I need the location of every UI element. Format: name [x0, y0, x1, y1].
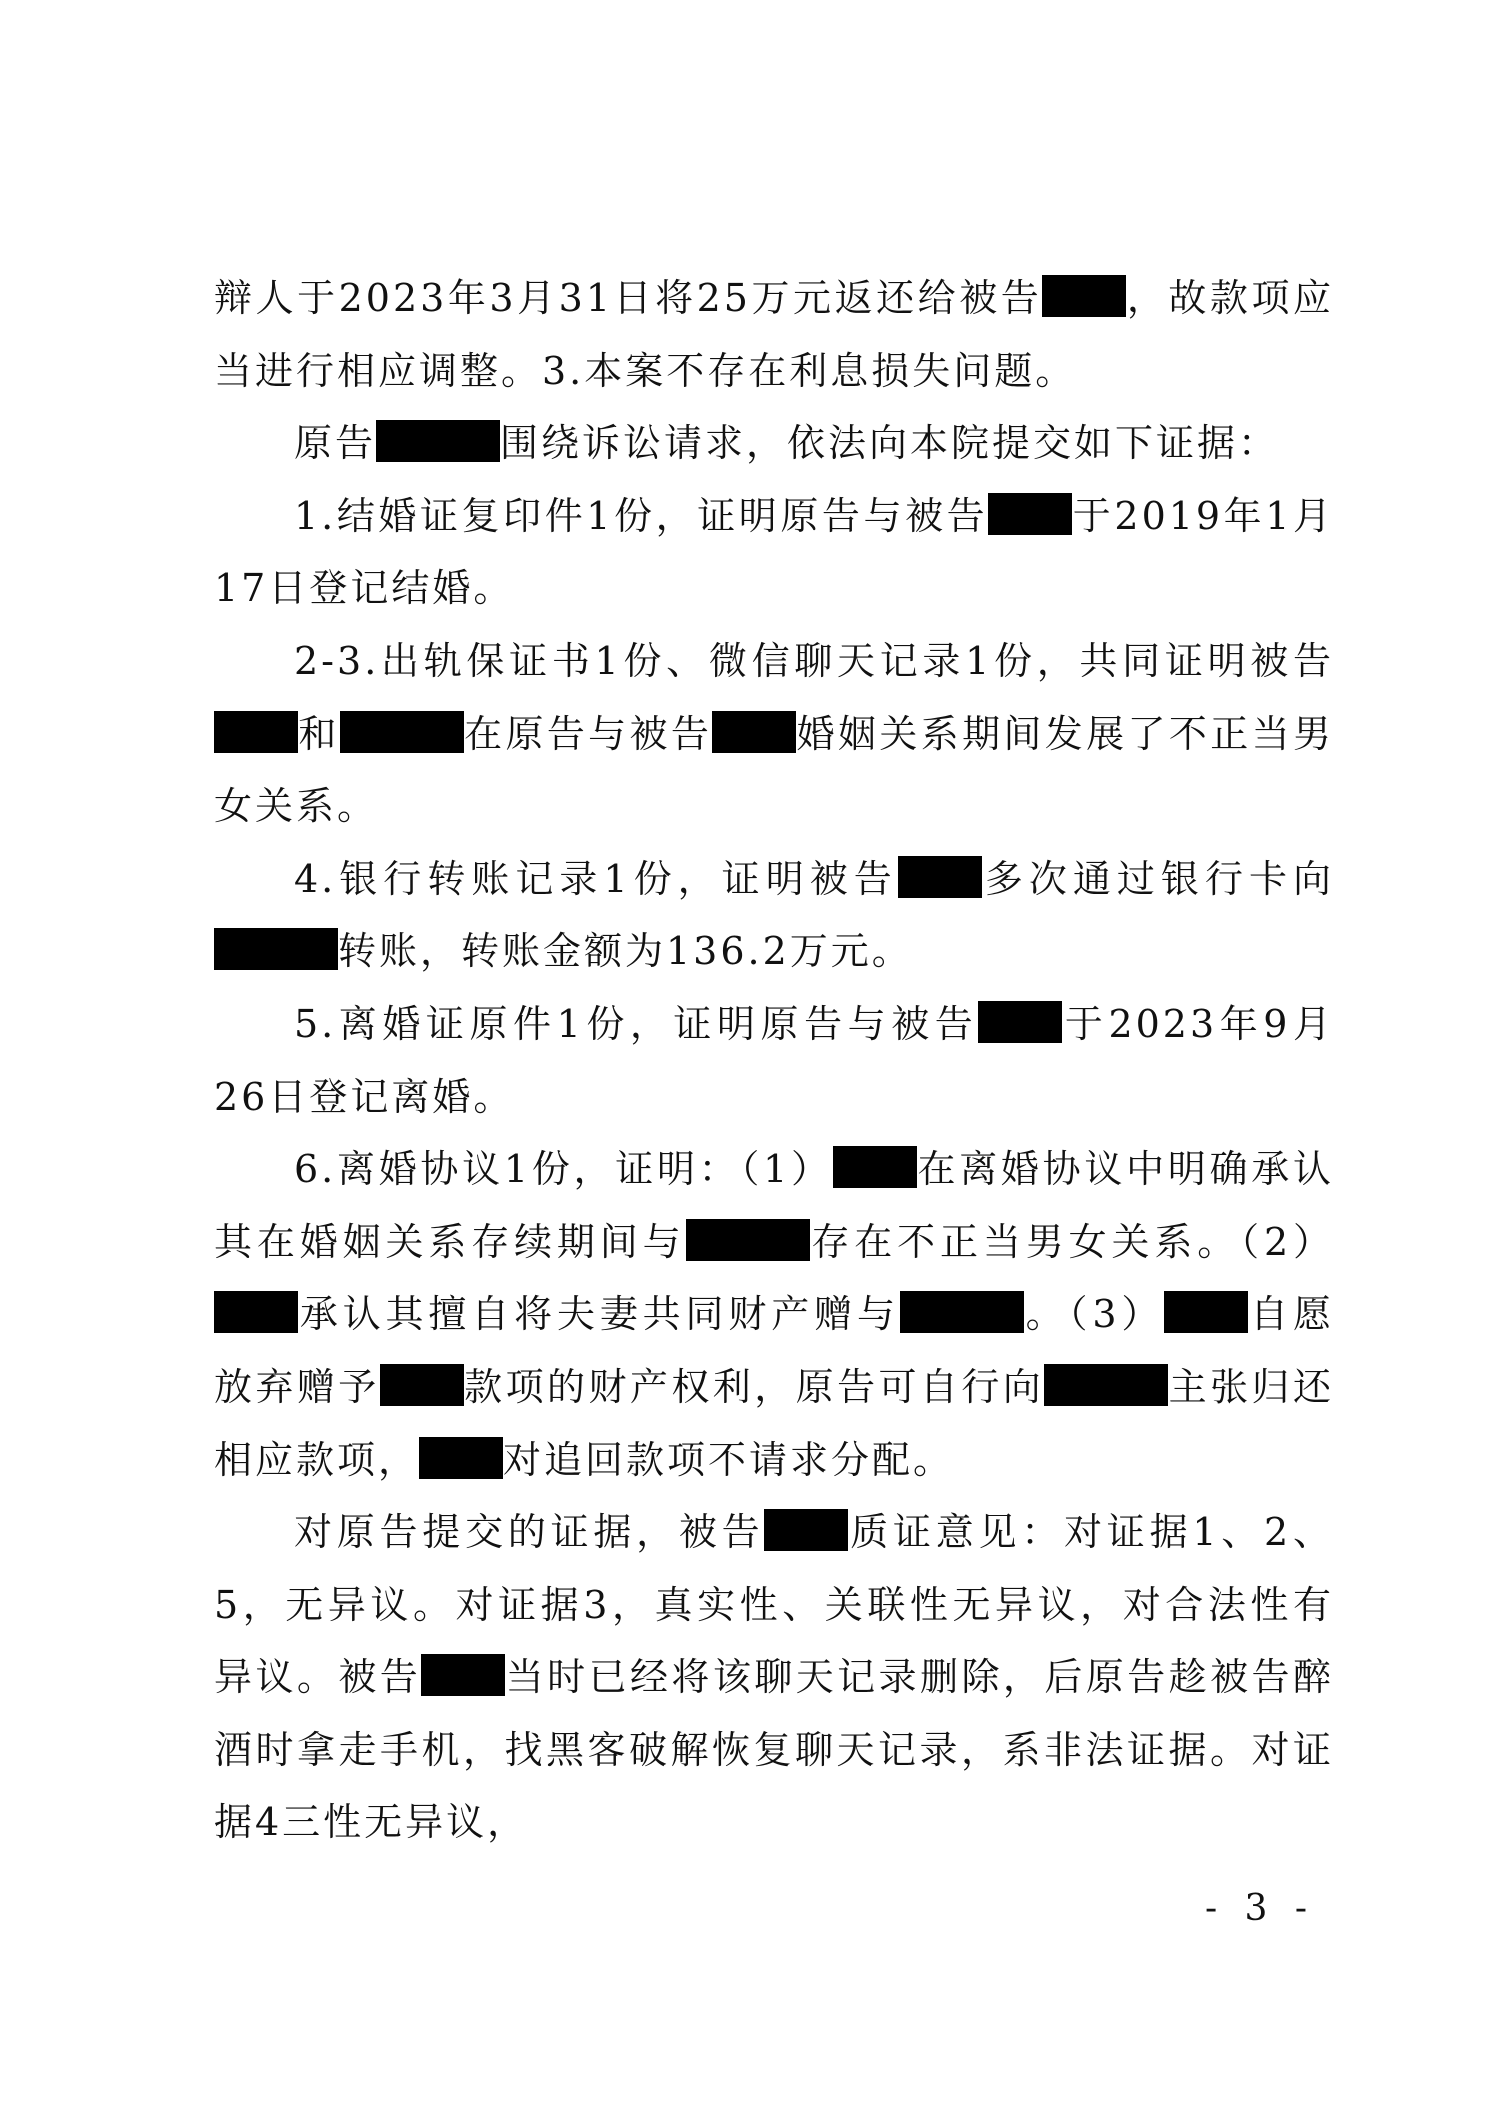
- redaction-bar: [421, 1654, 505, 1696]
- redaction-bar: [898, 856, 982, 898]
- redaction-bar: [376, 420, 500, 462]
- page-number: - 3 -: [1204, 1888, 1316, 1929]
- paragraph: 原告 围绕诉讼请求，依法向本院提交如下证据：: [294, 421, 1280, 466]
- redaction-bar: [712, 711, 796, 753]
- paragraph: 6.离婚协议1份，证明：（1） 在离婚协议中明确承认其在婚姻关系存续期间与 存在不正当男女关系。（2）承认其擅自将夫妻共同财产赠与 。（3） 自愿放弃赠予 款项的财产权利，原告可自行向 主张归还相应款项， 对追回款项不请求分配。: [214, 1147, 1334, 1482]
- redaction-bar: [988, 493, 1072, 535]
- redaction-bar: [340, 711, 464, 753]
- redaction-bar: [900, 1291, 1024, 1333]
- redaction-bar: [686, 1219, 810, 1261]
- body-text: [214, 262, 1334, 1859]
- redaction-bar: [214, 928, 338, 970]
- redaction-bar: [214, 711, 298, 753]
- paragraph: 4.银行转账记录1份，证明被告 多次通过银行卡向转账，转账金额为136.2万元。: [214, 843, 1334, 988]
- redaction-bar: [833, 1146, 917, 1188]
- redaction-bar: [978, 1001, 1062, 1043]
- paragraph: 1.结婚证复印件1份，证明原告与被告 于2019年1月17日登记结婚。: [214, 493, 1334, 611]
- paragraph: 辩人于2023年3月31日将25万元返还给被告 ，故款项应当进行相应调整。3.本案不存在利息损失问题。: [214, 276, 1334, 393]
- redaction-bar: [214, 1291, 298, 1333]
- paragraph: 对原告提交的证据，被告 质证意见：对证据1、2、5，无异议。对证据3，真实性、关联性无异议，对合法性有异议。被告 当时已经将该聊天记录删除，后原告趁被告醉酒时拿走手机，找黑客破解恢复聊天记录，系非法证据。对证据4三性无异议，: [214, 1510, 1334, 1845]
- paragraph: 5.离婚证原件1份，证明原告与被告 于2023年9月26日登记离婚。: [214, 1001, 1334, 1119]
- redaction-bar: [380, 1364, 464, 1406]
- redaction-bar: [764, 1509, 848, 1551]
- redaction-bar: [419, 1437, 503, 1479]
- redaction-bar: [1164, 1291, 1248, 1333]
- redaction-bar: [1044, 1364, 1168, 1406]
- paragraph: 2-3.出轨保证书1份、微信聊天记录1份，共同证明被告和 在原告与被告 婚姻关系期间发展了不正当男女关系。: [214, 638, 1334, 829]
- redaction-bar: [1042, 275, 1126, 317]
